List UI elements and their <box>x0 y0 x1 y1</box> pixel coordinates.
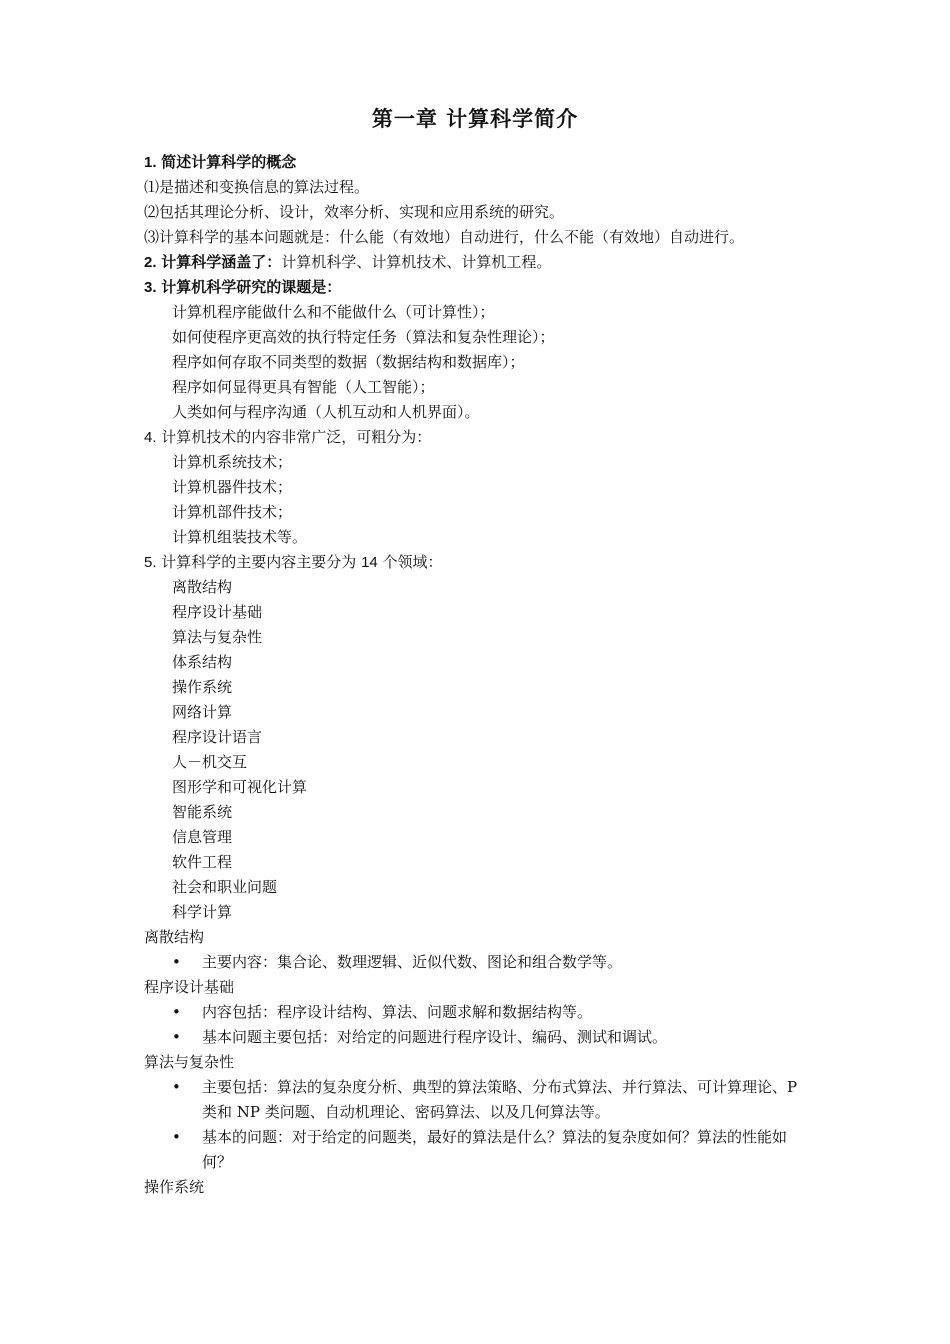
section-5-title-count: 14 <box>361 554 378 571</box>
bullet-icon: • <box>172 1028 181 1046</box>
detail-bullet-text: 主要内容：集合论、数理逻辑、近似代数、图论和组合数学等。 <box>202 953 623 971</box>
section-1-number: 1. <box>144 154 157 171</box>
field-item: 算法与复杂性 <box>172 628 263 646</box>
section-2-heading <box>144 250 814 275</box>
section-4-item: 计算机系统技术； <box>172 453 293 471</box>
field-item: 程序设计基础 <box>172 603 263 621</box>
bullet-icon: • <box>172 1003 181 1021</box>
detail-bullet <box>144 1000 814 1025</box>
field-item: 软件工程 <box>172 853 233 871</box>
detail-bullet-text: 内容包括：程序设计结构、算法、问题求解和数据结构等。 <box>202 1003 593 1021</box>
section-4-number: 4. <box>144 429 157 446</box>
field-item: 科学计算 <box>172 903 233 921</box>
field-item: 离散结构 <box>172 578 233 596</box>
field-item: 人－机交互 <box>172 753 248 771</box>
field-item: 社会和职业问题 <box>172 878 278 896</box>
detail-heading: 程序设计基础 <box>144 978 235 996</box>
section-3-title: 计算机科学研究的课题是： <box>161 278 342 296</box>
section-3-item: 程序如何显得更具有智能（人工智能）； <box>172 378 435 396</box>
field-item: 智能系统 <box>172 803 233 821</box>
section-4-title: 计算机技术的内容非常广泛，可粗分为： <box>161 428 432 446</box>
chapter-title: 第一章 计算科学简介 <box>371 107 579 131</box>
section-1-item: ⑶计算科学的基本问题就是：什么能（有效地）自动进行，什么不能（有效地）自动进行。 <box>144 228 745 246</box>
section-2-title: 计算科学涵盖了： <box>161 253 282 271</box>
section-1-item: ⑴是描述和变换信息的算法过程。 <box>144 178 370 196</box>
field-item: 程序设计语言 <box>172 728 263 746</box>
section-4-item: 计算机组装技术等。 <box>172 528 308 546</box>
detail-bullet <box>144 1075 814 1125</box>
detail-bullet <box>144 1125 814 1175</box>
section-5-title-post: 个领域： <box>377 553 443 571</box>
section-3-item: 计算机程序能做什么和不能做什么（可计算性）； <box>172 303 495 321</box>
section-4-heading <box>144 425 814 450</box>
section-1-heading <box>144 150 814 175</box>
detail-bullet-text: 基本的问题：对于给定的问题类，最好的算法是什么？算法的复杂度如何？算法的性能如何？ <box>202 1128 788 1171</box>
field-item: 操作系统 <box>172 678 233 696</box>
section-2-number: 2. <box>144 254 157 271</box>
field-item: 信息管理 <box>172 828 233 846</box>
section-1-item: ⑵包括其理论分析、设计，效率分析、实现和应用系统的研究。 <box>144 203 565 221</box>
section-3-number: 3. <box>144 279 157 296</box>
document-body <box>144 150 814 1200</box>
section-1-title: 简述计算科学的概念 <box>161 153 297 171</box>
section-5-number: 5. <box>144 554 157 571</box>
detail-bullet <box>144 950 814 975</box>
section-3-item: 如何使程序更高效的执行特定任务（算法和复杂性理论）； <box>172 328 555 346</box>
field-item: 图形学和可视化计算 <box>172 778 308 796</box>
detail-bullet-text: 基本问题主要包括：对给定的问题进行程序设计、编码、测试和调试。 <box>202 1028 668 1046</box>
section-5-title-pre: 计算科学的主要内容主要分为 <box>161 553 362 571</box>
detail-bullet <box>144 1025 814 1050</box>
detail-heading: 算法与复杂性 <box>144 1053 235 1071</box>
detail-bullet-text: 主要包括：算法的复杂度分析、典型的算法策略、分布式算法、并行算法、可计算理论、P 类和 NP 类问题、自动机理论、密码算法、以及几何算法等。 <box>202 1078 798 1121</box>
bullet-icon: • <box>172 1078 181 1096</box>
bullet-icon: • <box>172 953 181 971</box>
detail-heading: 离散结构 <box>144 928 205 946</box>
section-4-item: 计算机器件技术； <box>172 478 293 496</box>
field-item: 网络计算 <box>172 703 233 721</box>
section-3-item: 人类如何与程序沟通（人机互动和人机界面）。 <box>172 403 480 421</box>
section-3-heading <box>144 275 814 300</box>
bullet-icon: • <box>172 1128 181 1146</box>
section-4-item: 计算机部件技术； <box>172 503 293 521</box>
section-5-heading <box>144 550 814 575</box>
section-2-text: 计算机科学、计算机技术、计算机工程。 <box>281 253 552 271</box>
section-3-item: 程序如何存取不同类型的数据（数据结构和数据库）； <box>172 353 525 371</box>
field-item: 体系结构 <box>172 653 233 671</box>
detail-heading: 操作系统 <box>144 1178 205 1196</box>
